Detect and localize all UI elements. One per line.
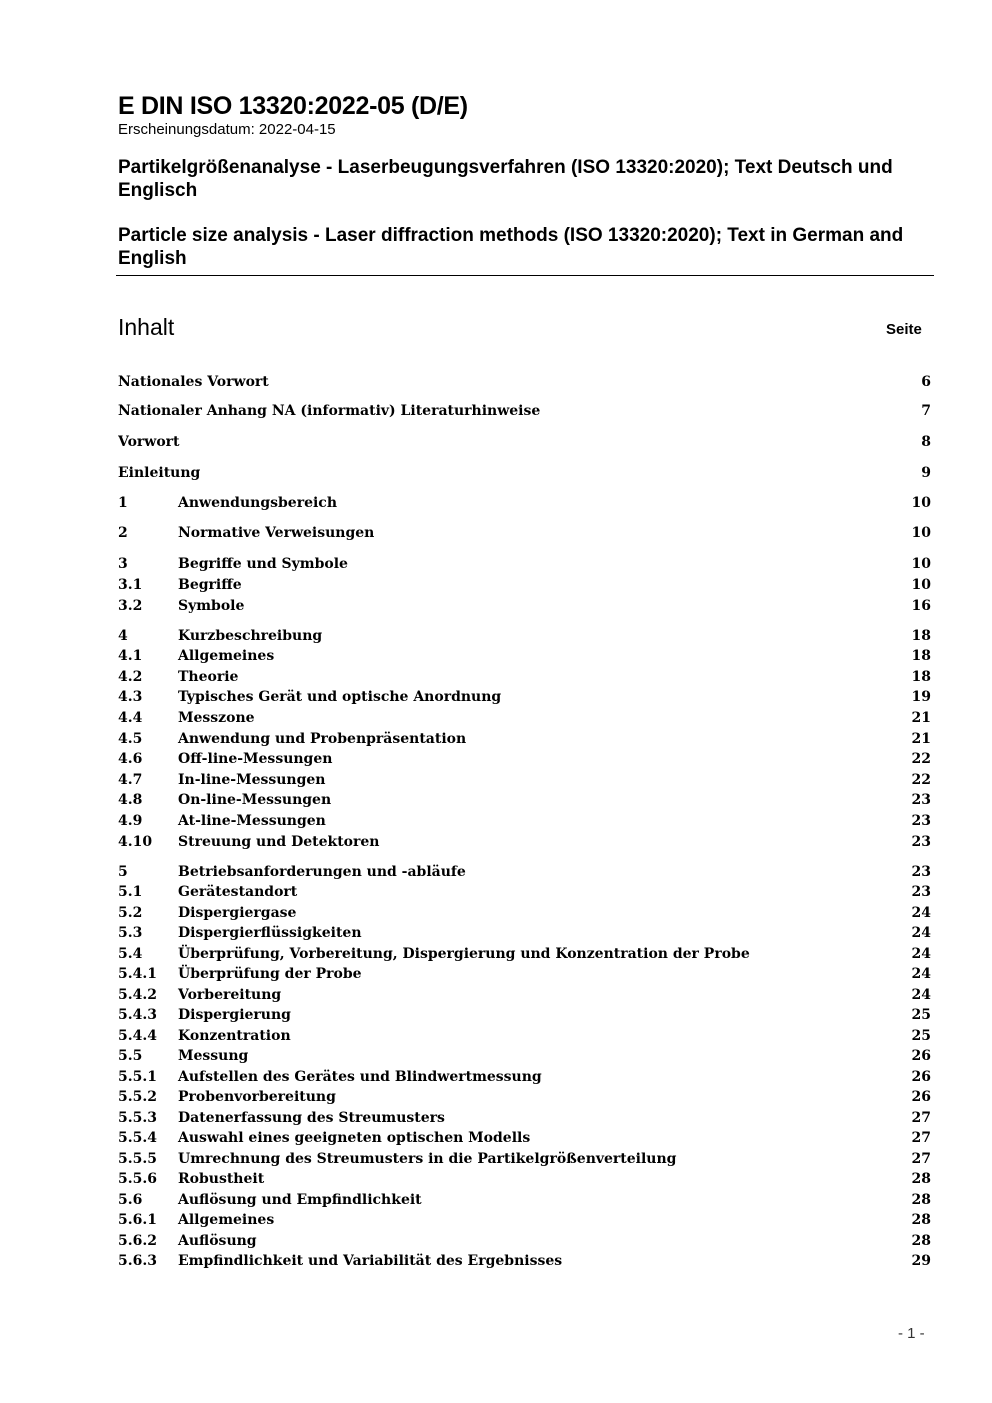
toc-entry[interactable] <box>118 1128 931 1148</box>
subtitle-german: Partikelgrößenanalyse - Laserbeugungsverfahren (ISO 13320:2020); Text Deutsch und Englisch <box>118 157 893 201</box>
toc-entry[interactable] <box>118 862 931 882</box>
toc-entry-page: 7 <box>921 403 931 419</box>
toc-entry-title: Dispergiergase <box>178 905 297 921</box>
toc-entry-page: 28 <box>911 1233 931 1249</box>
toc-entry-number: 5.6.3 <box>118 1253 157 1269</box>
toc-entry[interactable] <box>118 493 931 513</box>
toc-entry[interactable] <box>118 749 931 769</box>
toc-entry[interactable] <box>118 964 931 984</box>
toc-entry-number: 3.1 <box>118 577 143 593</box>
toc-entry-number: 5.4.4 <box>118 1028 157 1044</box>
toc-entry-number: 4.1 <box>118 648 143 664</box>
toc-entry-title: Kurzbeschreibung <box>178 628 323 644</box>
toc-entry-page: 16 <box>911 598 931 614</box>
toc-entry-number: 4.3 <box>118 689 143 705</box>
toc-entry-title: Normative Verweisungen <box>178 525 375 541</box>
toc-entry-title: Umrechnung des Streumusters in die Partikelgrößenverteilung <box>178 1151 677 1167</box>
toc-entry-title: Anwendungsbereich <box>178 495 337 511</box>
toc-entry-number: 5.4.1 <box>118 966 157 982</box>
toc-entry[interactable] <box>118 432 931 452</box>
toc-entry-title: Allgemeines <box>178 1212 275 1228</box>
toc-entry-number: 5 <box>118 864 128 880</box>
toc-entry-title: Vorbereitung <box>178 987 282 1003</box>
toc-entry-page: 26 <box>911 1069 931 1085</box>
toc-entry-number: 5.4.2 <box>118 987 157 1003</box>
toc-entry[interactable] <box>118 882 931 902</box>
toc-entry[interactable] <box>118 832 931 852</box>
toc-entry-page: 28 <box>911 1171 931 1187</box>
toc-entry[interactable] <box>118 596 931 616</box>
toc-entry[interactable] <box>118 687 931 707</box>
toc-entry-page: 24 <box>911 987 931 1003</box>
toc-entry-page: 18 <box>911 648 931 664</box>
toc-entry-number: 5.6.1 <box>118 1212 157 1228</box>
toc-entry-number: 5.4 <box>118 946 143 962</box>
toc-entry-title: Überprüfung, Vorbereitung, Dispergierung und Konzentration der Probe <box>178 946 750 962</box>
toc-entry-page: 22 <box>911 772 931 788</box>
toc-entry-page: 24 <box>911 966 931 982</box>
toc-entry-number: 5.5.4 <box>118 1130 157 1146</box>
toc-entry-number: 5.5.6 <box>118 1171 157 1187</box>
toc-entry[interactable] <box>118 626 931 646</box>
document-title: E DIN ISO 13320:2022-05 (D/E) <box>118 92 468 120</box>
toc-entry-number: 5.1 <box>118 884 143 900</box>
toc-entry-number: 2 <box>118 525 128 541</box>
toc-entry-title: Auflösung <box>178 1233 257 1249</box>
toc-entry[interactable] <box>118 923 931 943</box>
toc-entry-title: Überprüfung der Probe <box>178 966 362 982</box>
toc-entry[interactable] <box>118 1087 931 1107</box>
toc-entry-number: 4.4 <box>118 710 143 726</box>
toc-entry-page: 27 <box>911 1110 931 1126</box>
toc-entry-number: 4.2 <box>118 669 143 685</box>
toc-entry-title: Nationales Vorwort <box>118 374 269 390</box>
toc-entry[interactable] <box>118 646 931 666</box>
toc-entry-number: 5.5 <box>118 1048 143 1064</box>
toc-entry-number: 4.5 <box>118 731 143 747</box>
document-header <box>118 92 934 270</box>
toc-entry[interactable] <box>118 1251 931 1271</box>
toc-entry[interactable] <box>118 1149 931 1169</box>
toc-entry[interactable] <box>118 985 931 1005</box>
toc-entry-page: 18 <box>911 669 931 685</box>
toc-entry-number: 5.3 <box>118 925 143 941</box>
toc-entry-number: 5.5.3 <box>118 1110 157 1126</box>
toc-entry-page: 24 <box>911 946 931 962</box>
publication-date: Erscheinungsdatum: 2022-04-15 <box>118 121 336 138</box>
toc-entry-title: Off-line-Messungen <box>178 751 333 767</box>
toc-entry-title: Symbole <box>178 598 245 614</box>
toc-entry-title: Begriffe und Symbole <box>178 556 348 572</box>
toc-entry-title: Betriebsanforderungen und -abläufe <box>178 864 466 880</box>
toc-entry-title: Datenerfassung des Streumusters <box>178 1110 445 1126</box>
toc-entry-number: 5.2 <box>118 905 143 921</box>
toc-entry-page: 10 <box>911 525 931 541</box>
page-number: - 1 - <box>898 1325 925 1342</box>
toc-entry-page: 28 <box>911 1212 931 1228</box>
toc-entry-number: 5.6 <box>118 1192 143 1208</box>
toc-entry-number: 5.6.2 <box>118 1233 157 1249</box>
toc-entry-page: 8 <box>921 434 931 450</box>
toc-entry-page: 10 <box>911 556 931 572</box>
toc-entry-page: 9 <box>921 465 931 481</box>
toc-entry-number: 4.7 <box>118 772 143 788</box>
toc-entry-title: Messung <box>178 1048 249 1064</box>
toc-entry[interactable] <box>118 1210 931 1230</box>
toc-entry[interactable] <box>118 1067 931 1087</box>
toc-entry-page: 10 <box>911 577 931 593</box>
toc-entry-page: 6 <box>921 374 931 390</box>
toc-entry-title: Gerätestandort <box>178 884 298 900</box>
toc-entry-title: Einleitung <box>118 465 201 481</box>
toc-page-label: Seite <box>886 321 922 338</box>
toc-entry-number: 5.4.3 <box>118 1007 157 1023</box>
toc-entry[interactable] <box>118 372 931 392</box>
toc-entry[interactable] <box>118 1169 931 1189</box>
toc-entry-page: 10 <box>911 495 931 511</box>
toc-entry-title: Nationaler Anhang NA (informativ) Literaturhinweise <box>118 403 541 419</box>
toc-entry-number: 5.5.1 <box>118 1069 157 1085</box>
toc-entry-page: 25 <box>911 1028 931 1044</box>
toc-entry[interactable] <box>118 463 931 483</box>
toc-entry[interactable] <box>118 1190 931 1210</box>
toc-entry-page: 25 <box>911 1007 931 1023</box>
toc-entry-page: 23 <box>911 792 931 808</box>
toc-entry[interactable] <box>118 1046 931 1066</box>
toc-entry-number: 1 <box>118 495 128 511</box>
toc-entry-title: Vorwort <box>118 434 180 450</box>
toc-entry-page: 26 <box>911 1089 931 1105</box>
toc-entry-number: 4.9 <box>118 813 143 829</box>
toc-entry-title: Auflösung und Empfindlichkeit <box>178 1192 422 1208</box>
toc-heading: Inhalt <box>118 314 175 340</box>
toc-entry-title: Messzone <box>178 710 255 726</box>
toc-entry-page: 19 <box>911 689 931 705</box>
toc-entry[interactable] <box>118 401 931 421</box>
toc-entry[interactable] <box>118 708 931 728</box>
toc-entry-title: Dispergierung <box>178 1007 291 1023</box>
toc-entry[interactable] <box>118 523 931 543</box>
toc-entry-page: 21 <box>911 710 931 726</box>
toc-entry-title: Robustheit <box>178 1171 265 1187</box>
toc-entry-number: 5.5.2 <box>118 1089 157 1105</box>
toc-entry-number: 4.10 <box>118 834 153 850</box>
header-divider <box>116 275 934 276</box>
toc-entry-title: Auswahl eines geeigneten optischen Modells <box>178 1130 531 1146</box>
toc-entry-page: 23 <box>911 834 931 850</box>
toc-entry-title: At-line-Messungen <box>178 813 326 829</box>
toc-entry-title: Begriffe <box>178 577 242 593</box>
toc-entry[interactable] <box>118 811 931 831</box>
toc-entry[interactable] <box>118 770 931 790</box>
toc-entry-page: 21 <box>911 731 931 747</box>
toc-entry-page: 28 <box>911 1192 931 1208</box>
toc-entry-page: 27 <box>911 1130 931 1146</box>
toc-entry-title: In-line-Messungen <box>178 772 326 788</box>
toc-entry[interactable] <box>118 1005 931 1025</box>
toc-entry[interactable] <box>118 1026 931 1046</box>
toc-entry-page: 18 <box>911 628 931 644</box>
toc-entry-page: 24 <box>911 905 931 921</box>
toc-entry-page: 29 <box>911 1253 931 1269</box>
toc-entry-page: 22 <box>911 751 931 767</box>
toc-entry-title: On-line-Messungen <box>178 792 332 808</box>
toc-entry[interactable] <box>118 575 931 595</box>
toc-entry-number: 3.2 <box>118 598 143 614</box>
toc-entry-title: Allgemeines <box>178 648 275 664</box>
toc-entry-page: 23 <box>911 813 931 829</box>
toc-entry-number: 3 <box>118 556 128 572</box>
toc-entry-number: 4.6 <box>118 751 143 767</box>
toc-entry-title: Typisches Gerät und optische Anordnung <box>178 689 502 705</box>
toc-entry-title: Konzentration <box>178 1028 291 1044</box>
toc-entry-title: Dispergierflüssigkeiten <box>178 925 362 941</box>
toc-entry-page: 24 <box>911 925 931 941</box>
toc-entry-page: 27 <box>911 1151 931 1167</box>
toc-entry-page: 23 <box>911 864 931 880</box>
toc-entry[interactable] <box>118 554 931 574</box>
toc-entry-title: Anwendung und Probenpräsentation <box>178 731 467 747</box>
toc-entry[interactable] <box>118 667 931 687</box>
toc-entry[interactable] <box>118 729 931 749</box>
toc-entry-page: 26 <box>911 1048 931 1064</box>
toc-entry-page: 23 <box>911 884 931 900</box>
toc-entry-number: 5.5.5 <box>118 1151 157 1167</box>
toc-entry-title: Streuung und Detektoren <box>178 834 380 850</box>
toc-entry-title: Theorie <box>178 669 239 685</box>
toc-entry[interactable] <box>118 1108 931 1128</box>
toc-entry-number: 4.8 <box>118 792 143 808</box>
toc-entry[interactable] <box>118 944 931 964</box>
toc-entry[interactable] <box>118 903 931 923</box>
toc-entry-title: Probenvorbereitung <box>178 1089 336 1105</box>
subtitle-english: Particle size analysis - Laser diffraction methods (ISO 13320:2020); Text in German and English <box>118 225 904 269</box>
toc-entry-title: Aufstellen des Gerätes und Blindwertmessung <box>178 1069 542 1085</box>
toc-entry-title: Empfindlichkeit und Variabilität des Ergebnisses <box>178 1253 563 1269</box>
toc-entry[interactable] <box>118 1231 931 1251</box>
toc-entry-number: 4 <box>118 628 128 644</box>
toc-entry[interactable] <box>118 790 931 810</box>
